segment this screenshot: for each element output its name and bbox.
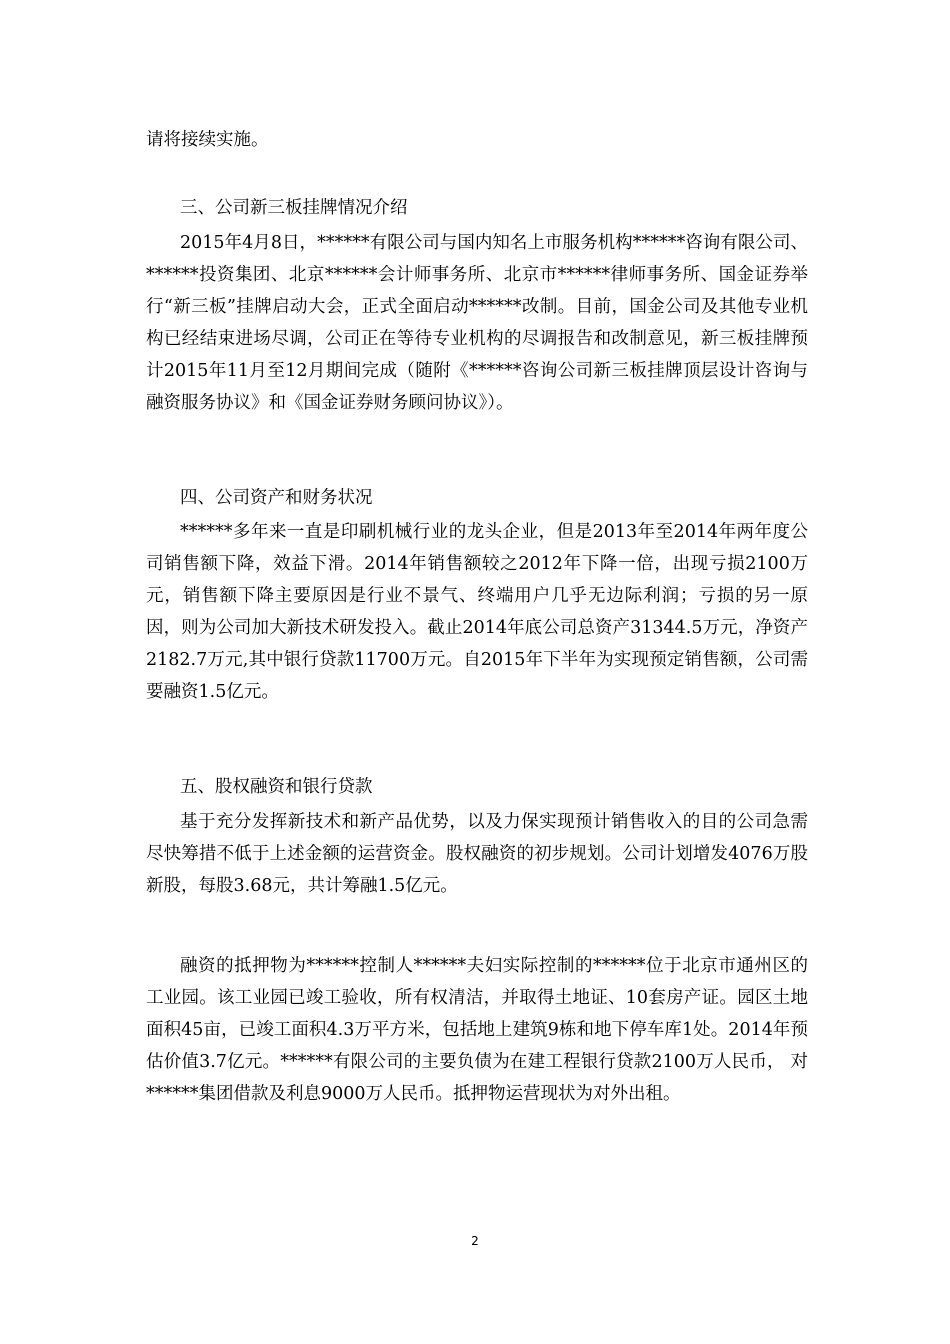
section-five-paragraph-1: 基于充分发挥新技术和新产品优势，以及力保实现预计销售收入的目的公司急需尽快筹措不低于上述金额的运营资金。股权融资的初步规划。公司计划增发4076万股新股，每股3.68元，共计筹融1.5亿元。 (146, 812, 808, 896)
section-three-heading: 三、公司新三板挂牌情况介绍 (180, 198, 408, 218)
section-three-body (146, 227, 808, 419)
section-three-heading-block (146, 192, 808, 224)
intro-text-block (146, 124, 808, 156)
section-three-paragraph: 2015年4月8日，******有限公司与国内知名上市服务机构******咨询有限公司、******投资集团、北京******会计师事务所、北京市******律师事务所、国金证券举行“新三板”挂牌启动大会，正式全面启动******改制。目前，国金公司及其他专业机构已经结束进场尽调，公司正在等待专业机构的尽调报告和改制意见，新三板挂牌预计2015年11月至12月期间完成（随附《******咨询公司新三板挂牌顶层设计咨询与融资服务协议》和《国金证券财务顾问协议》）。 (146, 233, 808, 413)
section-five-heading-block (146, 771, 808, 803)
page-number: 2 (471, 1234, 479, 1248)
intro-paragraph: 请将接续实施。 (146, 130, 269, 150)
section-five-heading: 五、股权融资和银行贷款 (180, 777, 373, 797)
section-four-paragraph: ******多年来一直是印刷机械行业的龙头企业，但是2013年至2014年两年度公司销售额下降，效益下滑。2014年销售额较之2012年下降一倍，出现亏损2100万元，销售额下降主要原因是行业不景气、终端用户几乎无边际利润；亏损的另一原因，则为公司加大新技术研发投入。截止2014年底公司总资产31344.5万元，净资产2182.7万元,其中银行贷款11700万元。自2015年下半年为实现预定销售额，公司需要融资1.5亿元。 (146, 522, 808, 702)
section-four-heading-block (146, 482, 808, 514)
section-four-body (146, 516, 808, 708)
section-four-heading: 四、公司资产和财务状况 (180, 488, 373, 508)
section-five-body (146, 806, 808, 902)
section-five-body-2 (146, 950, 808, 1110)
section-five-paragraph-2: 融资的抵押物为******控制人******夫妇实际控制的******位于北京市通州区的工业园。该工业园已竣工验收，所有权清洁，并取得土地证、10套房产证。园区土地面积45亩，已竣工面积4.3万平方米，包括地上建筑9栋和地下停车库1处。2014年预估价值3.7亿元。******有限公司的主要负债为在建工程银行贷款2100万人民币， 对******集团借款及利息9000万人民币。抵押物运营现状为对外出租。 (146, 956, 808, 1104)
